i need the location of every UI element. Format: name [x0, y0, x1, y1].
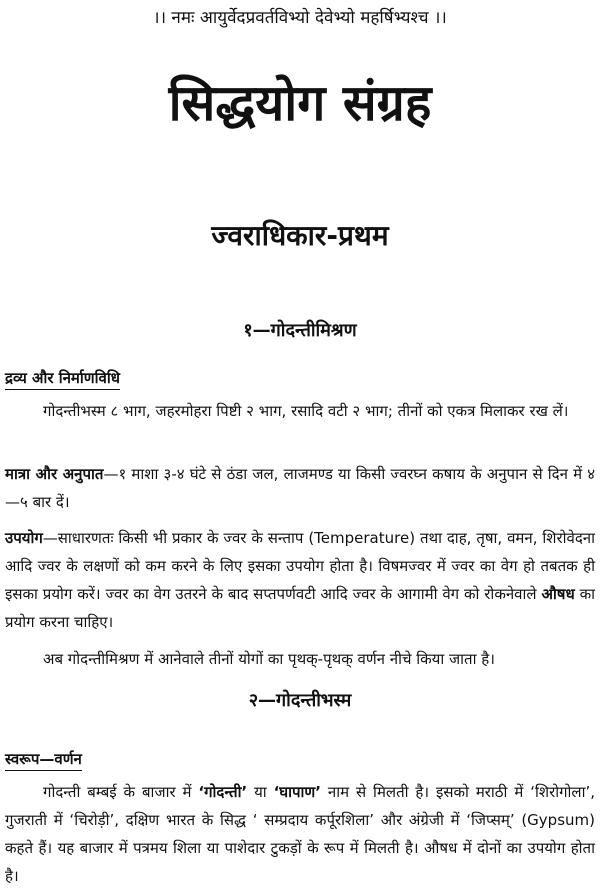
- usage-text-1: —साधारणतः किसी भी प्रकार के ज्वर के सन्ताप (Temperature) तथा दाह, तृषा, वमन, शिरोवेदना आदि ज्वर के लक्षणों को कम करने के लिए इसका उपयोग होता है। विषमज्वर में ज्वर का वेग हो तबतक ही इसका प्रयोग करें। ज्वर का वेग उतरने के बाद सप्तपर्णवटी आदि ज्वर के आगामी वेग को रोकनेवाले: [5, 529, 595, 603]
- description-bold-2: ‘घापाण’: [273, 783, 321, 801]
- subheading-description: स्वरूप—वर्णन: [5, 748, 82, 771]
- description-text-1: गोदन्ती बम्बई के बाजार में: [43, 783, 199, 801]
- paragraph-closing: अब गोदन्तीमिश्रण में आनेवाले तीनों योगों का पृथक्-पृथक् वर्णन नीचे किया जाता है।: [43, 650, 495, 668]
- subheading-ingredients: द्रव्य और निर्माणविधि: [5, 367, 120, 390]
- section-heading-2: २—गोदन्तीभस्म: [248, 690, 352, 711]
- description-text-2: या: [247, 783, 274, 801]
- dosage-label: मात्रा और अनुपात: [5, 465, 104, 483]
- description-bold-1: ‘गोदन्ती’: [198, 783, 248, 801]
- usage-text-2: का प्रयोग करना चाहिए।: [5, 585, 595, 631]
- paragraph-dosage: [5, 460, 595, 516]
- paragraph-description: [5, 778, 595, 890]
- usage-label: उपयोग: [5, 529, 43, 547]
- invocation-verse: ।। नमः आयुर्वेदप्रवर्तविभ्यो देवेभ्यो महर्षिभ्यश्च ।।: [153, 8, 447, 28]
- dosage-text: —१ माशा ३-४ घंटे से ठंडा जल, लाजमण्ड या किसी ज्वरघ्न कषाय के अनुपान से दिन में ४—५ बार दें।: [5, 465, 595, 511]
- description-text-3: नाम से मिलती है। इसको मराठी में ‘शिरोगोला’, गुजराती में ‘चिरोड़ी’, दक्षिण भारत के सिद्ध ‘ सम्प्रदाय कर्पूरशिला’ और अंग्रेजी में ‘जिप्सम्’ (Gypsum) कहते हैं। यह बाजार में पत्रमय शिला या पाशेदार टुकड़ों के रूप में मिलती है। औषध में दोनों का उपयोग होता है।: [5, 783, 596, 885]
- paragraph-usage: [5, 524, 595, 636]
- usage-bold: औषध: [541, 585, 575, 603]
- chapter-title: ज्वराधिकार-प्रथम: [211, 219, 389, 252]
- paragraph-ingredients: गोदन्तीभस्म ८ भाग, जहरमोहरा पिष्टी २ भाग, रसादि वटी २ भाग; तीनों को एकत्र मिलाकर रख लें।: [43, 402, 569, 420]
- section-heading-1: १—गोदन्तीमिश्रण: [243, 320, 357, 341]
- book-title: सिद्धयोग संग्रह: [168, 74, 432, 132]
